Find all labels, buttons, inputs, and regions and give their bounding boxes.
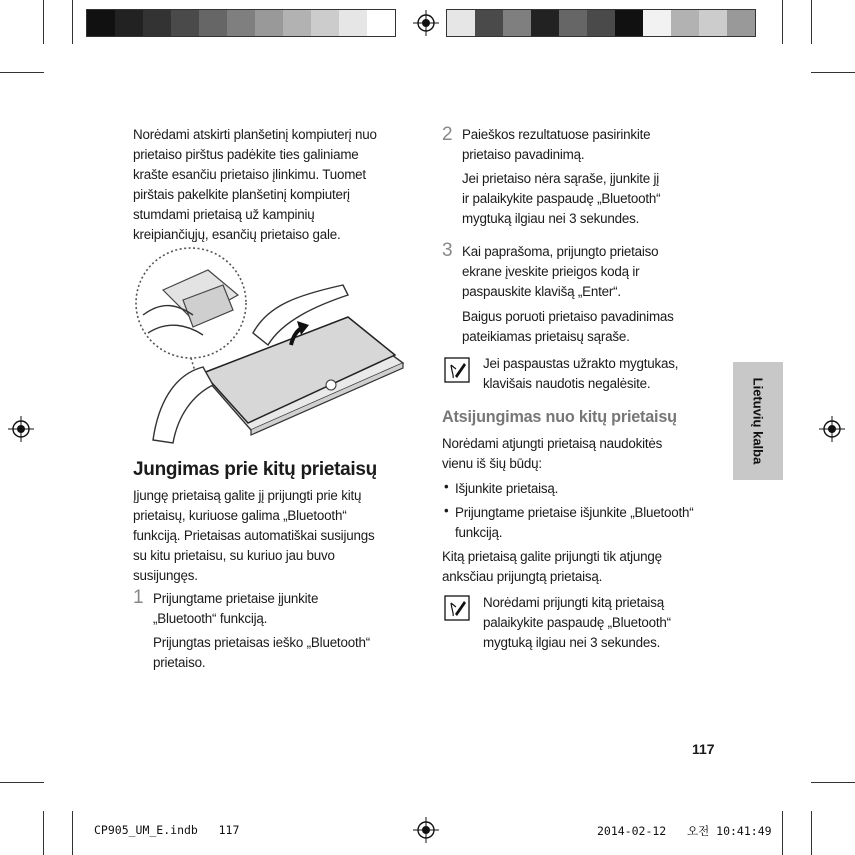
color-swatch — [199, 10, 227, 36]
crop-mark — [811, 811, 812, 855]
note-icon — [444, 595, 470, 621]
text-line: Prijungtame prietaise įjunkite — [153, 591, 319, 606]
bullet-item — [455, 503, 694, 543]
crop-mark — [0, 782, 44, 783]
bullet-mark: • — [444, 503, 449, 518]
color-swatch — [255, 10, 283, 36]
color-swatch — [447, 10, 475, 36]
crop-mark — [782, 811, 783, 855]
color-swatch — [283, 10, 311, 36]
color-bar-right — [446, 9, 756, 37]
text-line: ekrane įveskite prieigos kodą ir — [462, 264, 640, 279]
text-line: Baigus poruoti prietaiso pavadinimas — [462, 309, 674, 324]
color-swatch — [115, 10, 143, 36]
connect-paragraph — [133, 486, 374, 586]
note-lock-keys — [483, 354, 678, 394]
detach-tablet-illustration — [133, 245, 413, 445]
reconnect-paragraph — [442, 547, 662, 587]
intro-paragraph — [133, 125, 377, 245]
step-3-text — [462, 242, 658, 302]
step-1-text — [153, 589, 318, 629]
language-side-tab-label: Lietuvių kalba — [750, 377, 766, 465]
text-line: mygtuką ilgiau nei 3 sekundes. — [462, 211, 640, 226]
color-swatch — [227, 10, 255, 36]
text-line: vienu iš šių būdų: — [442, 456, 542, 471]
crop-mark — [811, 72, 855, 73]
disconnect-paragraph — [442, 434, 662, 474]
text-line: Kitą prietaisą galite prijungti tik atjungę — [442, 549, 662, 564]
text-line: Norėdami atjungti prietaisą naudokitės — [442, 436, 663, 451]
text-line: mygtuką ilgiau nei 3 sekundes. — [483, 635, 661, 650]
text-line: anksčiau prijungtą prietaisą. — [442, 569, 603, 584]
footer-timestamp: 2014-02-12 오전 10:41:49 — [597, 824, 772, 838]
crop-mark — [72, 811, 73, 855]
text-line: pirštais pakelkite planšetinį kompiuterį — [133, 187, 350, 202]
text-line: Išjunkite prietaisą. — [455, 481, 559, 496]
color-swatch — [643, 10, 671, 36]
text-line: „Bluetooth“ funkciją. — [153, 611, 268, 626]
bullet-mark: • — [444, 479, 449, 494]
text-line: Jei prietaiso nėra sąraše, įjunkite jį — [462, 171, 660, 186]
text-line: Prijungtas prietaisas ieško „Bluetooth“ — [153, 635, 370, 650]
color-bar-left — [86, 9, 396, 37]
step-3-subtext — [462, 307, 674, 347]
crop-mark — [782, 0, 783, 44]
color-swatch — [587, 10, 615, 36]
text-line: Norėdami prijungti kitą prietaisą — [483, 595, 664, 610]
page-number: 117 — [692, 741, 715, 757]
text-line: kreipiančiųjų, esančių prietaiso gale. — [133, 227, 341, 242]
text-line: klavišais naudotis negalėsite. — [483, 376, 651, 391]
text-line: funkciją. — [455, 525, 503, 540]
text-line: prietaiso. — [153, 655, 206, 670]
color-swatch — [171, 10, 199, 36]
color-swatch — [699, 10, 727, 36]
color-swatch — [671, 10, 699, 36]
text-line: prietaiso pavadinimą. — [462, 147, 585, 162]
step-number: 3 — [442, 240, 453, 261]
step-number: 2 — [442, 124, 453, 145]
color-swatch — [615, 10, 643, 36]
color-swatch — [559, 10, 587, 36]
note-icon — [444, 357, 470, 383]
step-number: 1 — [133, 587, 144, 608]
color-swatch — [503, 10, 531, 36]
heading-connect-devices: Jungimas prie kitų prietaisų — [133, 459, 377, 480]
text-line: Norėdami atskirti planšetinį kompiuterį nuo — [133, 127, 377, 142]
registration-mark-left — [8, 416, 34, 442]
crop-mark — [43, 0, 44, 44]
color-swatch — [727, 10, 755, 36]
crop-mark — [811, 782, 855, 783]
crop-mark — [43, 811, 44, 855]
footer-file-info: CP905_UM_E.indb 117 — [94, 823, 240, 837]
text-line: paspauskite klavišą „Enter“. — [462, 284, 621, 299]
text-line: ir palaikykite paspaudę „Bluetooth“ — [462, 191, 661, 206]
color-swatch — [531, 10, 559, 36]
text-line: krašte esančiu prietaiso įlinkimu. Tuomet — [133, 167, 366, 182]
heading-disconnect-devices: Atsijungimas nuo kitų prietaisų — [442, 408, 677, 426]
color-swatch — [475, 10, 503, 36]
text-line: Įjungę prietaisą galite jį prijungti prie kitų — [133, 488, 362, 503]
step-1-subtext — [153, 633, 370, 673]
note-bluetooth-hold — [483, 593, 671, 653]
color-swatch — [311, 10, 339, 36]
registration-mark-right — [819, 416, 845, 442]
color-swatch — [339, 10, 367, 36]
step-2-subtext — [462, 169, 660, 229]
text-line: stumdami prietaisą už kampinių — [133, 207, 315, 222]
text-line: susijungęs. — [133, 568, 198, 583]
color-swatch — [143, 10, 171, 36]
text-line: Prijungtame prietaise išjunkite „Bluetooth“ — [455, 505, 694, 520]
text-line: funkciją. Prietaisas automatiškai susijungs — [133, 528, 375, 543]
text-line: palaikykite paspaudę „Bluetooth“ — [483, 615, 671, 630]
step-2-text — [462, 125, 650, 165]
text-line: prietaiso pirštus padėkite ties galiniame — [133, 147, 359, 162]
text-line: su kitu prietaisu, su kuriuo jau buvo — [133, 548, 335, 563]
color-swatch — [367, 10, 395, 36]
crop-mark — [0, 72, 44, 73]
text-line: Jei paspaustas užrakto mygtukas, — [483, 356, 679, 371]
text-line: pateikiamas prietaisų sąraše. — [462, 329, 630, 344]
text-line: Paieškos rezultatuose pasirinkite — [462, 127, 651, 142]
color-swatch — [87, 10, 115, 36]
registration-mark-top — [413, 10, 439, 36]
crop-mark — [811, 0, 812, 44]
text-line: Kai paprašoma, prijungto prietaiso — [462, 244, 659, 259]
registration-mark-bottom — [413, 817, 439, 843]
bullet-item — [455, 479, 558, 499]
crop-mark — [72, 0, 73, 44]
text-line: prietaisų, kuriuose galima „Bluetooth“ — [133, 508, 347, 523]
